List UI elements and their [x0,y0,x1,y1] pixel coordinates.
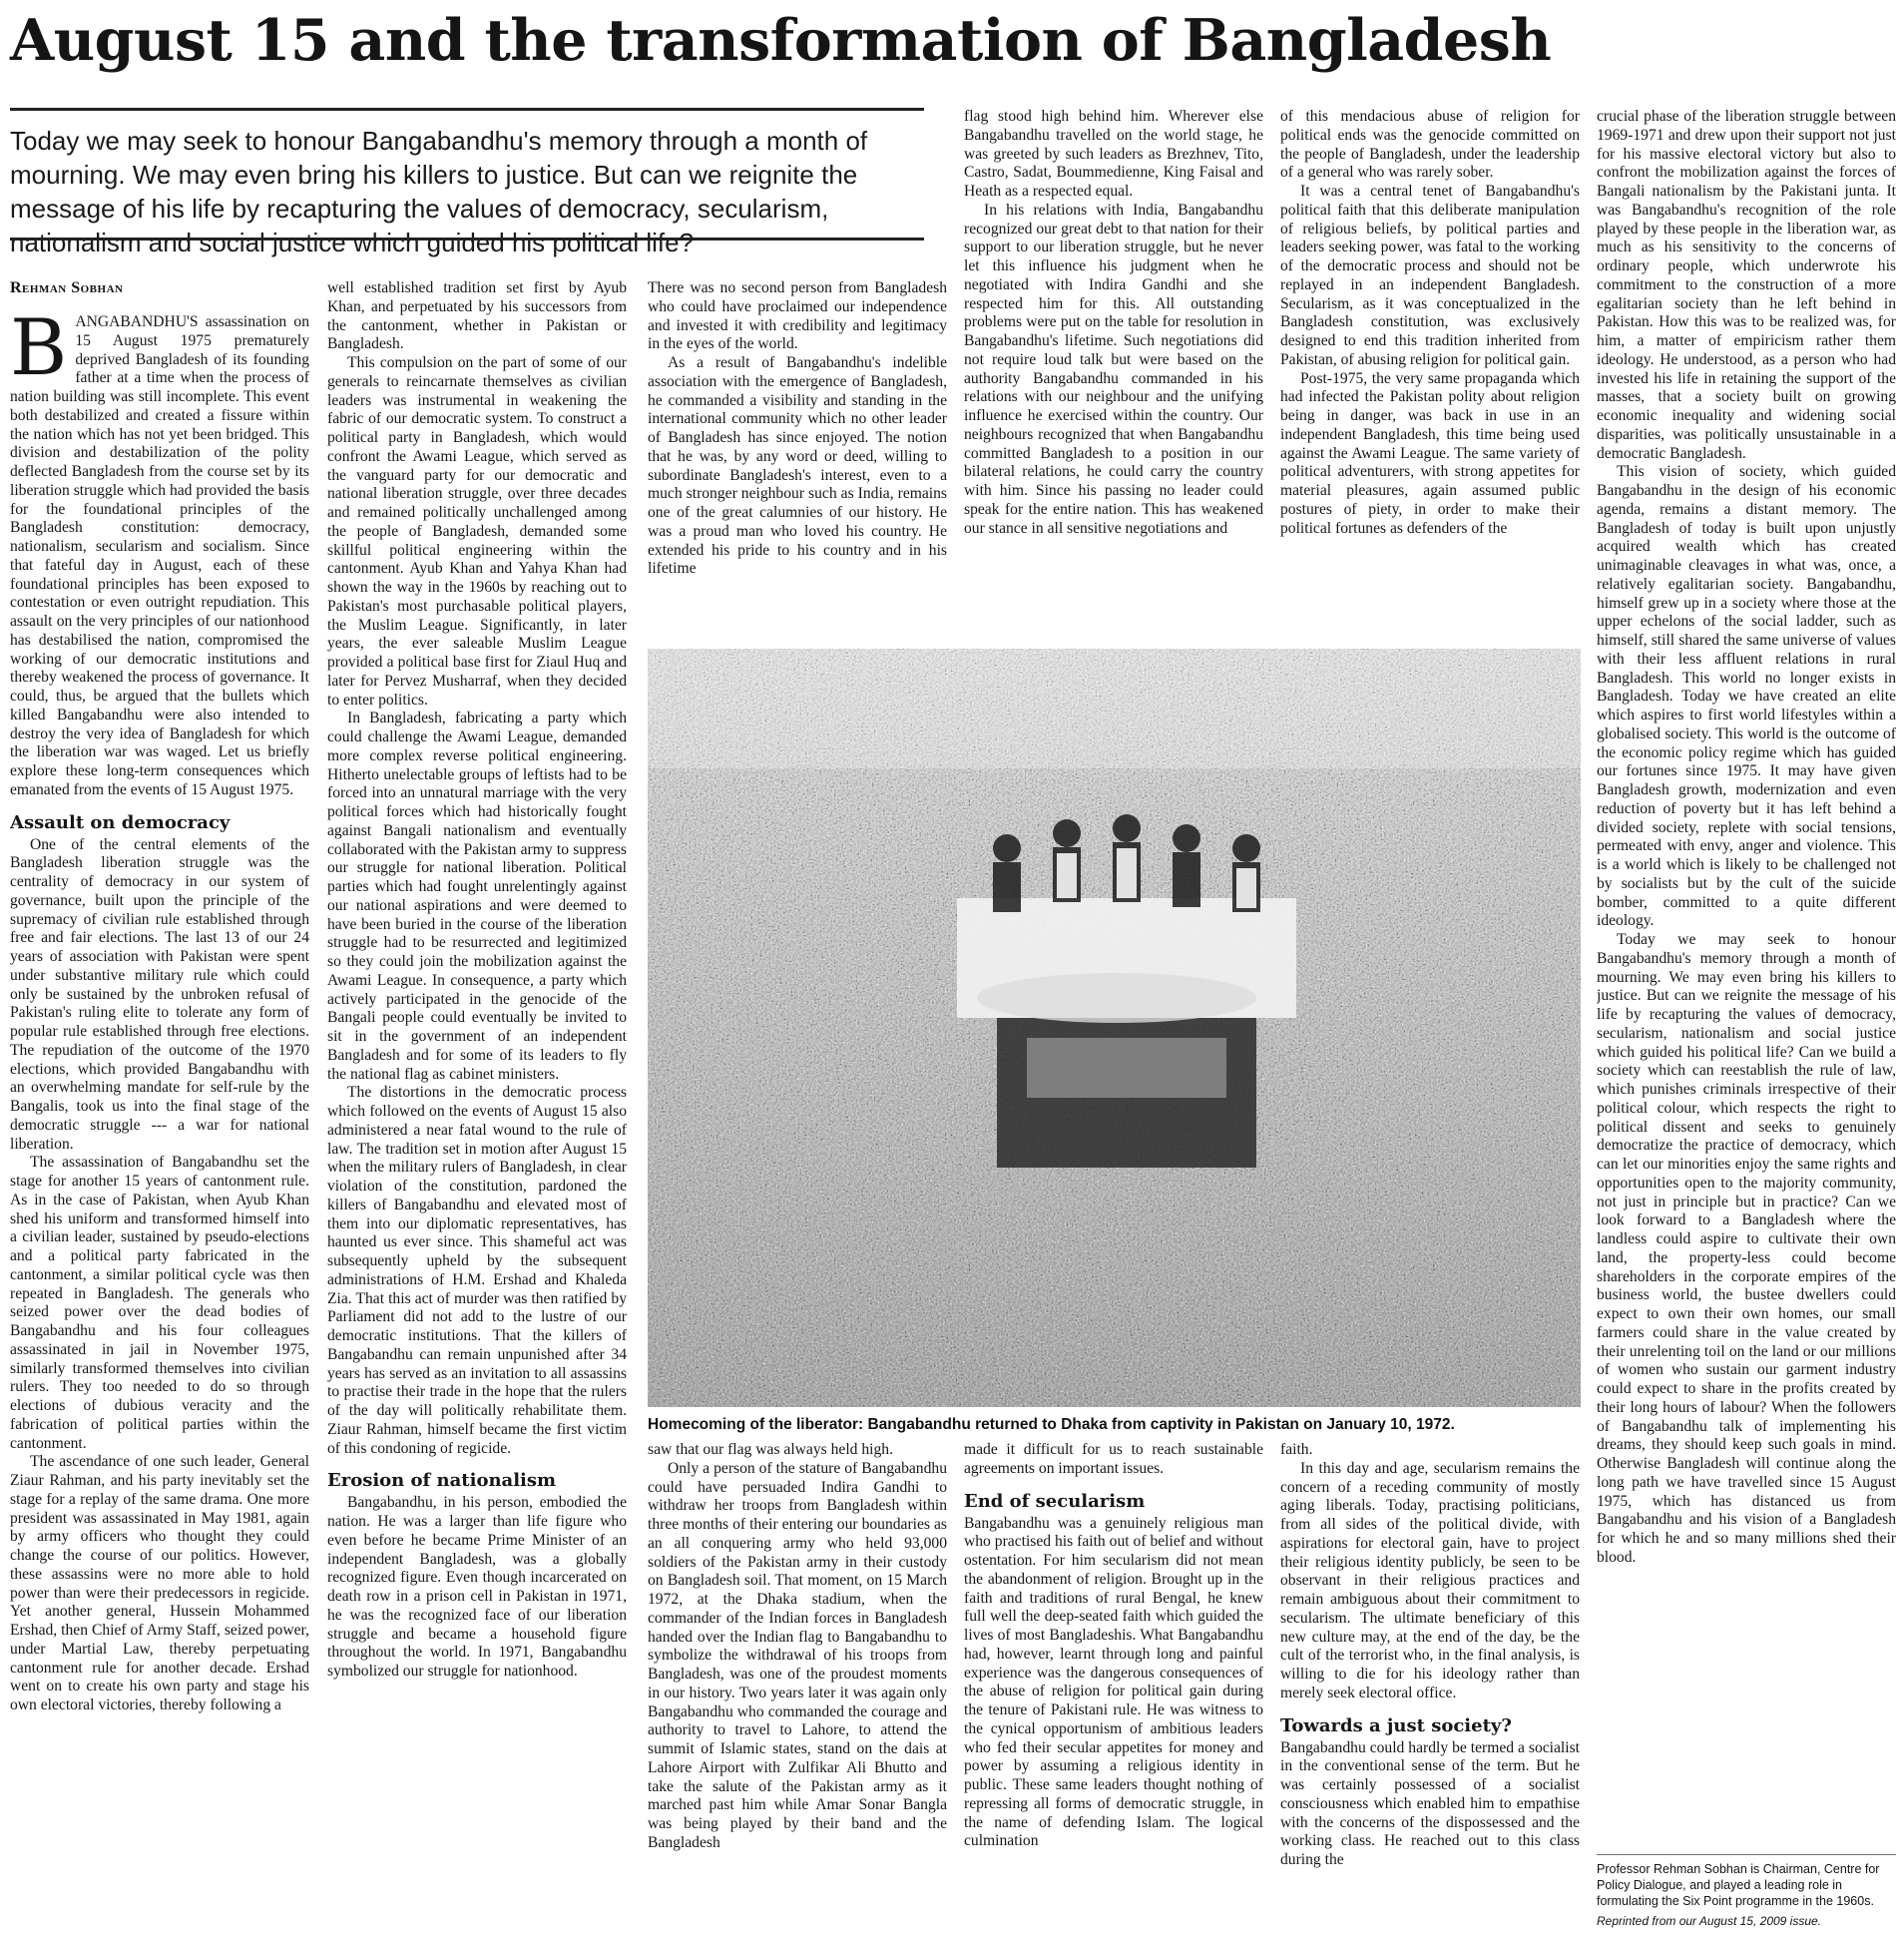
article-column-5-top [1280,108,1580,641]
deck-top-rule [10,108,924,111]
section-heading: Assault on democracy [10,811,231,833]
article-paragraph: This vision of society, which guided Bangabandhu in the design of his economic agenda, remains a distant memory. The Bangladesh of today is built upon unjustly acquired wealth which has created unimaginable cleavages in what was, once, a relatively egalitarian society. Bangabandhu, himself grew up in a society where those at the upper echelons of the social ladder, such as himself, still shared the same universe of values with their less affluent relations in rural Bangladesh. This world no longer exists in Bangladesh. Today we have created an elite which aspires to first world lifestyles within a globalised society. This world is the outcome of the economic policy regime which has guided our fortunes since 1975. It may have given Bangladesh growth, modernization and even reduction of poverty but it has left behind a divided society, replete with social tensions, permeated with envy, anger and violence. This is a world which is likely to be challenged not by socialists but by the cult of the suicide bomber, committed to a quite different ideology. [1597,463,1896,930]
author-note: Professor Rehman Sobhan is Chairman, Centre for Policy Dialogue, and played a leading role in formulating the Six Point programme in the 1960s. [1597,1862,1880,1908]
article-paragraph: This compulsion on the part of some of our generals to reincarnate themselves as civilian leaders was instrumental in weakening the fabric of our democratic system. To construct a political party in Bangladesh, which would confront the Awami League, which served as the vanguard party for our democratic and national liberation struggle, over three decades and remained politically unchallenged among the people of Bangladesh, demanded some skillful political engineering within the cantonment. Ayub Khan and Yahya Khan had shown the way in the 1960s by reaching out to Pakistan's most purchasable political players, the Muslim League. Significantly, in later years, the ever saleable Muslim League provided a political base first for Ziaul Huq and later for Pervez Musharraf, when they decided to enter politics. [327,354,627,709]
article-paragraph: There was no second person from Bangladesh who could have proclaimed our independence and invested it with credibility and legitimacy in the eyes of the world. [648,279,947,353]
article-paragraph: crucial phase of the liberation struggle between 1969-1971 and drew upon their support not just for his massive electoral victory but also to confront the mobilization against the forces of Bangali nationalism by the Pakistani junta. It was Bangabandhu's recognition of the role played by these people in the liberation war, as much as his sensitivity to the concerns of ordinary people, which underwrote his commitment to the construction of a more egalitarian society than he left behind in Pakistan. How this was to be realized was, for him, a matter of empiricism rather them ideology. He understood, as a person who had invested his life in retaining the support of the masses, that a society built on growing economic inequality and widening social disparities, was politically unsustainable in a democratic Bangladesh. [1597,108,1896,462]
article-paragraph: ANGABANDHU'S assassination on 15 August 1975 prematurely deprived Bangladesh of its founding father at a time when the process of nation building was still incomplete. This event both destabilized and created a fissure within the nation which has not yet been bridged. This division and destabilization of the polity deflected Bangladesh from the course set by its liberation struggle which had provided the basis for the foundational principles of the Bangladesh constitution: democracy, nationalism, secularism and socialism. Since that fateful day in August, each of these foundational principles has been exposed to contestation or even outright repudiation. This assault on the very principles of our nationhood has destabilised the nation, compromised the working of our democratic institutions and thereby weakened the process of governance. It could, thus, be argued that the bullets which killed Bangabandhu were also intended to destroy the very idea of Bangladesh for which the liberation war was waged. Let us briefly explore these long-term consequences which emanated from the events of 15 August 1975. [10,313,309,798]
article-paragraph: of this mendacious abuse of religion for political ends was the genocide committed on the people of Bangladesh, under the leadership of a general who was rarely sober. [1280,108,1580,182]
article-paragraph: In his relations with India, Bangabandhu recognized our great debt to that nation for their support to our liberation struggle, but he never let this influence his judgment when he negotiated with Indira Gandhi and she respected him for this. All outstanding problems were put on the table for resolution in Bangabandhu's lifetime. Such negotiations did not require loud talk but were based on the authority Bangabandhu commanded in his relations with our neighbour and the unifying influence he exercised within the country. Our neighbours recognized that when Bangabandhu committed Bangladesh to a position in our bilateral relations, he could carry the country with him. Since his passing no leader could speak for the entire nation. This has weakened our stance in all sensitive negotiations and [964,201,1263,537]
article-paragraph: Post-1975, the very same propaganda which had infected the Pakistan polity about religion being in danger, was back in use in an independent Bangladesh, this time being used against the Awami League. The same variety of political adventurers, with strong appetites for material pleasures, again assumed public postures of piety, in order to make their political fortunes as defenders of the [1280,369,1580,537]
article-paragraph: Bangabandhu, in his person, embodied the nation. He was a larger than life figure who even before he became Prime Minister of an independent Bangladesh, was a globally recognized figure. Even though incarcerated on death row in a prison cell in Pakistan in 1971, he was the recognized face of our liberation struggle and became a household figure throughout the world. In 1971, Bangabandhu symbolized our struggle for nationhood. [327,1494,627,1680]
article-paragraph: As a result of Bangabandhu's indelible association with the emergence of Bangladesh, he commanded a visibility and standing in the international community which no other leader of Bangladesh has since enjoyed. The notion that he was, by any word or deed, willing to subordinate Bangladesh's interest, even to a much stronger neighbour such as India, remains one of the great calumnies of our history. He was a proud man who loved his country. He extended his pride to his country and in his lifetime [648,354,947,578]
article-column-2 [327,279,627,1930]
article-paragraph: In this day and age, secularism remains the concern of a receding community of mostly aging liberals. Today, practising politicians, from all sides of the political divide, with aspirations for electoral gain, have to project their religious identity publicly, be seen to be observant in their religious practices and remain ambiguous about their commitment to secularism. The ultimate beneficiary of this new culture may, at the end of the day, be the cult of the terrorist who, in the final analysis, is willing to die for his ideology rather than merely seek electoral office. [1280,1459,1580,1701]
article-paragraph: In Bangladesh, fabricating a party which could challenge the Awami League, demanded more complex reverse political engineering. Hitherto unelectable groups of leftists had to be forced into an unnatural marriage with the very political forces which had historically fought against Bangali nationalism and eventually collaborated with the Pakistan army to suppress our struggle for national liberation. Political parties which had fought unrelentingly against our national aspirations and were deemed to have been buried in the course of the liberation struggle had to be resurrected and legitimized so they could join the mobilization against the Awami League. In consequence, a party which actively participated in the genocide of the Bangali people could eventually be invited to sit in the government of an independent Bangladesh and for some of its leaders to fly the national flag as cabinet ministers. [327,710,627,1083]
article-paragraph: saw that our flag was always held high. [648,1441,893,1458]
article-paragraph: Only a person of the stature of Bangabandhu could have persuaded Indira Gandhi to withdraw her troops from Bangladesh within three months of their entering our boundaries as an all conquering army who held 93,000 soldiers of the Pakistan army in their custody on Bangladesh soil. That moment, on 15 March 1972, at the Dhaka stadium, when the commander of the Indian forces in Bangladesh handed over the Indian flag to Bangabandhu to symbolize the withdrawal of his troops from Bangladesh, was one of the proudest moments in our history. Two years later it was again only Bangabandhu who commanded the courage and authority to travel to Lahore, to attend the summit of Islamic states, stand on the dais at Lahore Airport with Zulfikar Ali Bhutto and take the salute of the Pakistan army as it marched past him while Amar Sonar Bangla was being played by their band and the Bangladesh [648,1459,947,1851]
homecoming-crowd-photo [648,649,1581,1407]
section-heading: Erosion of nationalism [327,1470,557,1492]
article-title: August 15 and the transformation of Bangladesh [10,7,1552,74]
article-column-3-bottom [648,1441,947,1930]
section-heading: End of secularism [964,1490,1146,1512]
author-byline: Rehman Sobhan [10,279,124,296]
article-paragraph: Today we may seek to honour Bangabandhu's memory through a month of mourning. We may even bring his killers to justice. But can we reignite the message of his life by recapturing the values of democracy, secularism, nationalism and social justice which guided his political life? Can we build a society which can reestablish the rule of law, which punishes criminals irrespective of their political colour, which respects the right to political dissent and seeks to genuinely democratize the practice of democracy, which can let our minorities enjoy the same rights and opportunities open to the majority community, not just in principle but in practice? Can we look forward to a Bangladesh where the landless could aspire to cultivate their own land, the property-less could become shareholders in the corporate empires of the business world, the bustee dwellers could expect to own their own homes, our small farmers could share in the value created by their unrelenting toil on the land or our millions of women who sustain our garment industry could expect to share in the profits created by their long hours of labour? When the followers of Bangabandhu talk of implementing his dreams, they should keep such goals in mind. Otherwise Bangladesh will continue along the long path we have travelled since 15 August 1975, which has distanced us from Bangabandhu and his vision of a Bangladesh for which he and so many millions shed their blood. [1597,931,1896,1566]
article-paragraph: One of the central elements of the Bangladesh liberation struggle was the centrality of democracy in our system of governance, built upon the principle of the supremacy of civilian rule established through free and fair elections. The last 13 of our 24 years of association with Pakistan were spent under substantive military rule which could only be sustained by the unbroken refusal of Pakistan's ruling elite to tolerate any form of popular rule established through free elections. The repudiation of the outcome of the 1970 elections, which provided Bangabandhu with an overwhelming mandate for self-rule by the Bangalis, took us into the final stage of the democratic struggle --- a war for national liberation. [10,835,309,1153]
article-deck: Today we may seek to honour Bangabandhu's memory through a month of mourning. We may even bring his killers to justice. But can we reignite the message of his life by recapturing the values of democracy, secularism, nationalism and social justice which guided his political life? [10,126,868,257]
article-paragraph: The assassination of Bangabandhu set the stage for another 15 years of cantonment rule. As in the case of Pakistan, when Ayub Khan shed his uniform and transformed himself into a civilian leader, sustained by pseudo-elections and a political party fabricated in the cantonment, a similar political cycle was then repeated in Bangladesh. The generals who seized power over the dead bodies of Bangabandhu and his four colleagues assassinated in jail in November 1975, similarly transformed themselves into civilian rulers. They too needed to do so through elections of dubious veracity and the fabrication of political parties within the cantonment. [10,1154,309,1452]
article-paragraph: Bangabandhu could hardly be termed a socialist in the conventional sense of the term. But he was certainly possessed of a socialist consciousness which enabled him to empathise with the concerns of the dispossessed and the working class. He reached out to this class during the [1280,1738,1580,1868]
article-paragraph: The distortions in the democratic process which followed on the events of August 15 also administered a near fatal wound to the rule of law. The tradition set in motion after August 15 when the military rulers of Bangladesh, in clear violation of the constitution, pardoned the killers of Bangabandhu and elevated most of them into our diplomatic representatives, has haunted us ever since. This shameful act was subsequently upheld by the subsequent administrations of H.M. Ershad and Khaleda Zia. That this act of murder was then ratified by Parliament did not add to the lustre of our democratic institutions. That the killers of Bangabandhu can remain unpunished after 34 years has served as an invitation to all assassins to practise their trade in the hope that the rulers of the day will politically rehabilitate them. Ziaur Rahman, himself became the first victim of this condoning of regicide. [327,1084,627,1457]
section-heading: Towards a just society? [1280,1714,1512,1736]
article-paragraph: made it difficult for us to reach sustainable agreements on important issues. [964,1441,1263,1477]
reprint-note: Reprinted from our August 15, 2009 issue. [1597,1914,1822,1928]
article-paragraph: The ascendance of one such leader, General Ziaur Rahman, and his party inevitably set the stage for a replay of the same drama. One more president was assassinated in May 1981, again by army officers who thought they could change the course of our politics. However, these assassins were no more able to hold power than were their predecessors in regicide. Yet another general, Hussein Mohammed Ershad, then Chief of Army Staff, seized power, under Martial Law, thereby perpetuating cantonment rule for another decade. Ershad went on to create his own party and stage his own electoral victories, thereby following a [10,1453,309,1713]
drop-cap: B [10,313,68,393]
article-paragraph: Bangabandhu was a genuinely religious man who practised his faith out of belief and without ostentation. For him secularism did not mean the abandonment of religion. Brought up in the faith and traditions of rural Bengal, he knew full well the deep-seated faith which guided the lives of most Bangladeshis. What Bangabandhu had, however, learnt through long and painful experience was the dangerous consequences of the abuse of religion for political gain during the tenure of Pakistani rule. He was witness to the cynical opportunism of ambitious leaders who fed their secular appetites for money and power by assuming a religious identity in public. These same leaders thought nothing of repressing all forms of democratic struggle, in the name of defending Islam. The logical culmination [964,1514,1263,1850]
article-column-3-top [648,279,947,641]
author-note-rule [1597,1854,1896,1855]
article-paragraph: It was a central tenet of Bangabandhu's political faith that this deliberate manipulation of religious beliefs, by political parties and leaders seeking power, was fatal to the working of the democratic process and should not be replayed in an independent Bangladesh. Secularism, as it was conceptualized in the Bangladesh constitution, was exclusively designed to end this tradition inherited from Pakistan, of abusing religion for political gain. [1280,183,1580,368]
article-paragraph: well established tradition set first by Ayub Khan, and perpetuated by his successors from the cantonment, whether in Pakistan or Bangladesh. [327,279,627,353]
article-paragraph: flag stood high behind him. Wherever else Bangabandhu travelled on the world stage, he was greeted by such leaders as Brezhnev, Tito, Castro, Sadat, Boummedienne, King Faisal and Heath as a respected equal. [964,108,1263,200]
article-column-6 [1597,108,1896,1849]
article-column-4-bottom [964,1441,1263,1930]
photo-caption: Homecoming of the liberator: Bangabandhu returned to Dhaka from captivity in Pakistan on January 10, 1972. [648,1416,1455,1433]
article-column-5-bottom [1280,1441,1580,1930]
article-column-4-top [964,108,1263,641]
deck-bottom-rule [10,238,924,241]
article-column-1 [10,313,309,1930]
article-paragraph: faith. [1280,1441,1313,1458]
